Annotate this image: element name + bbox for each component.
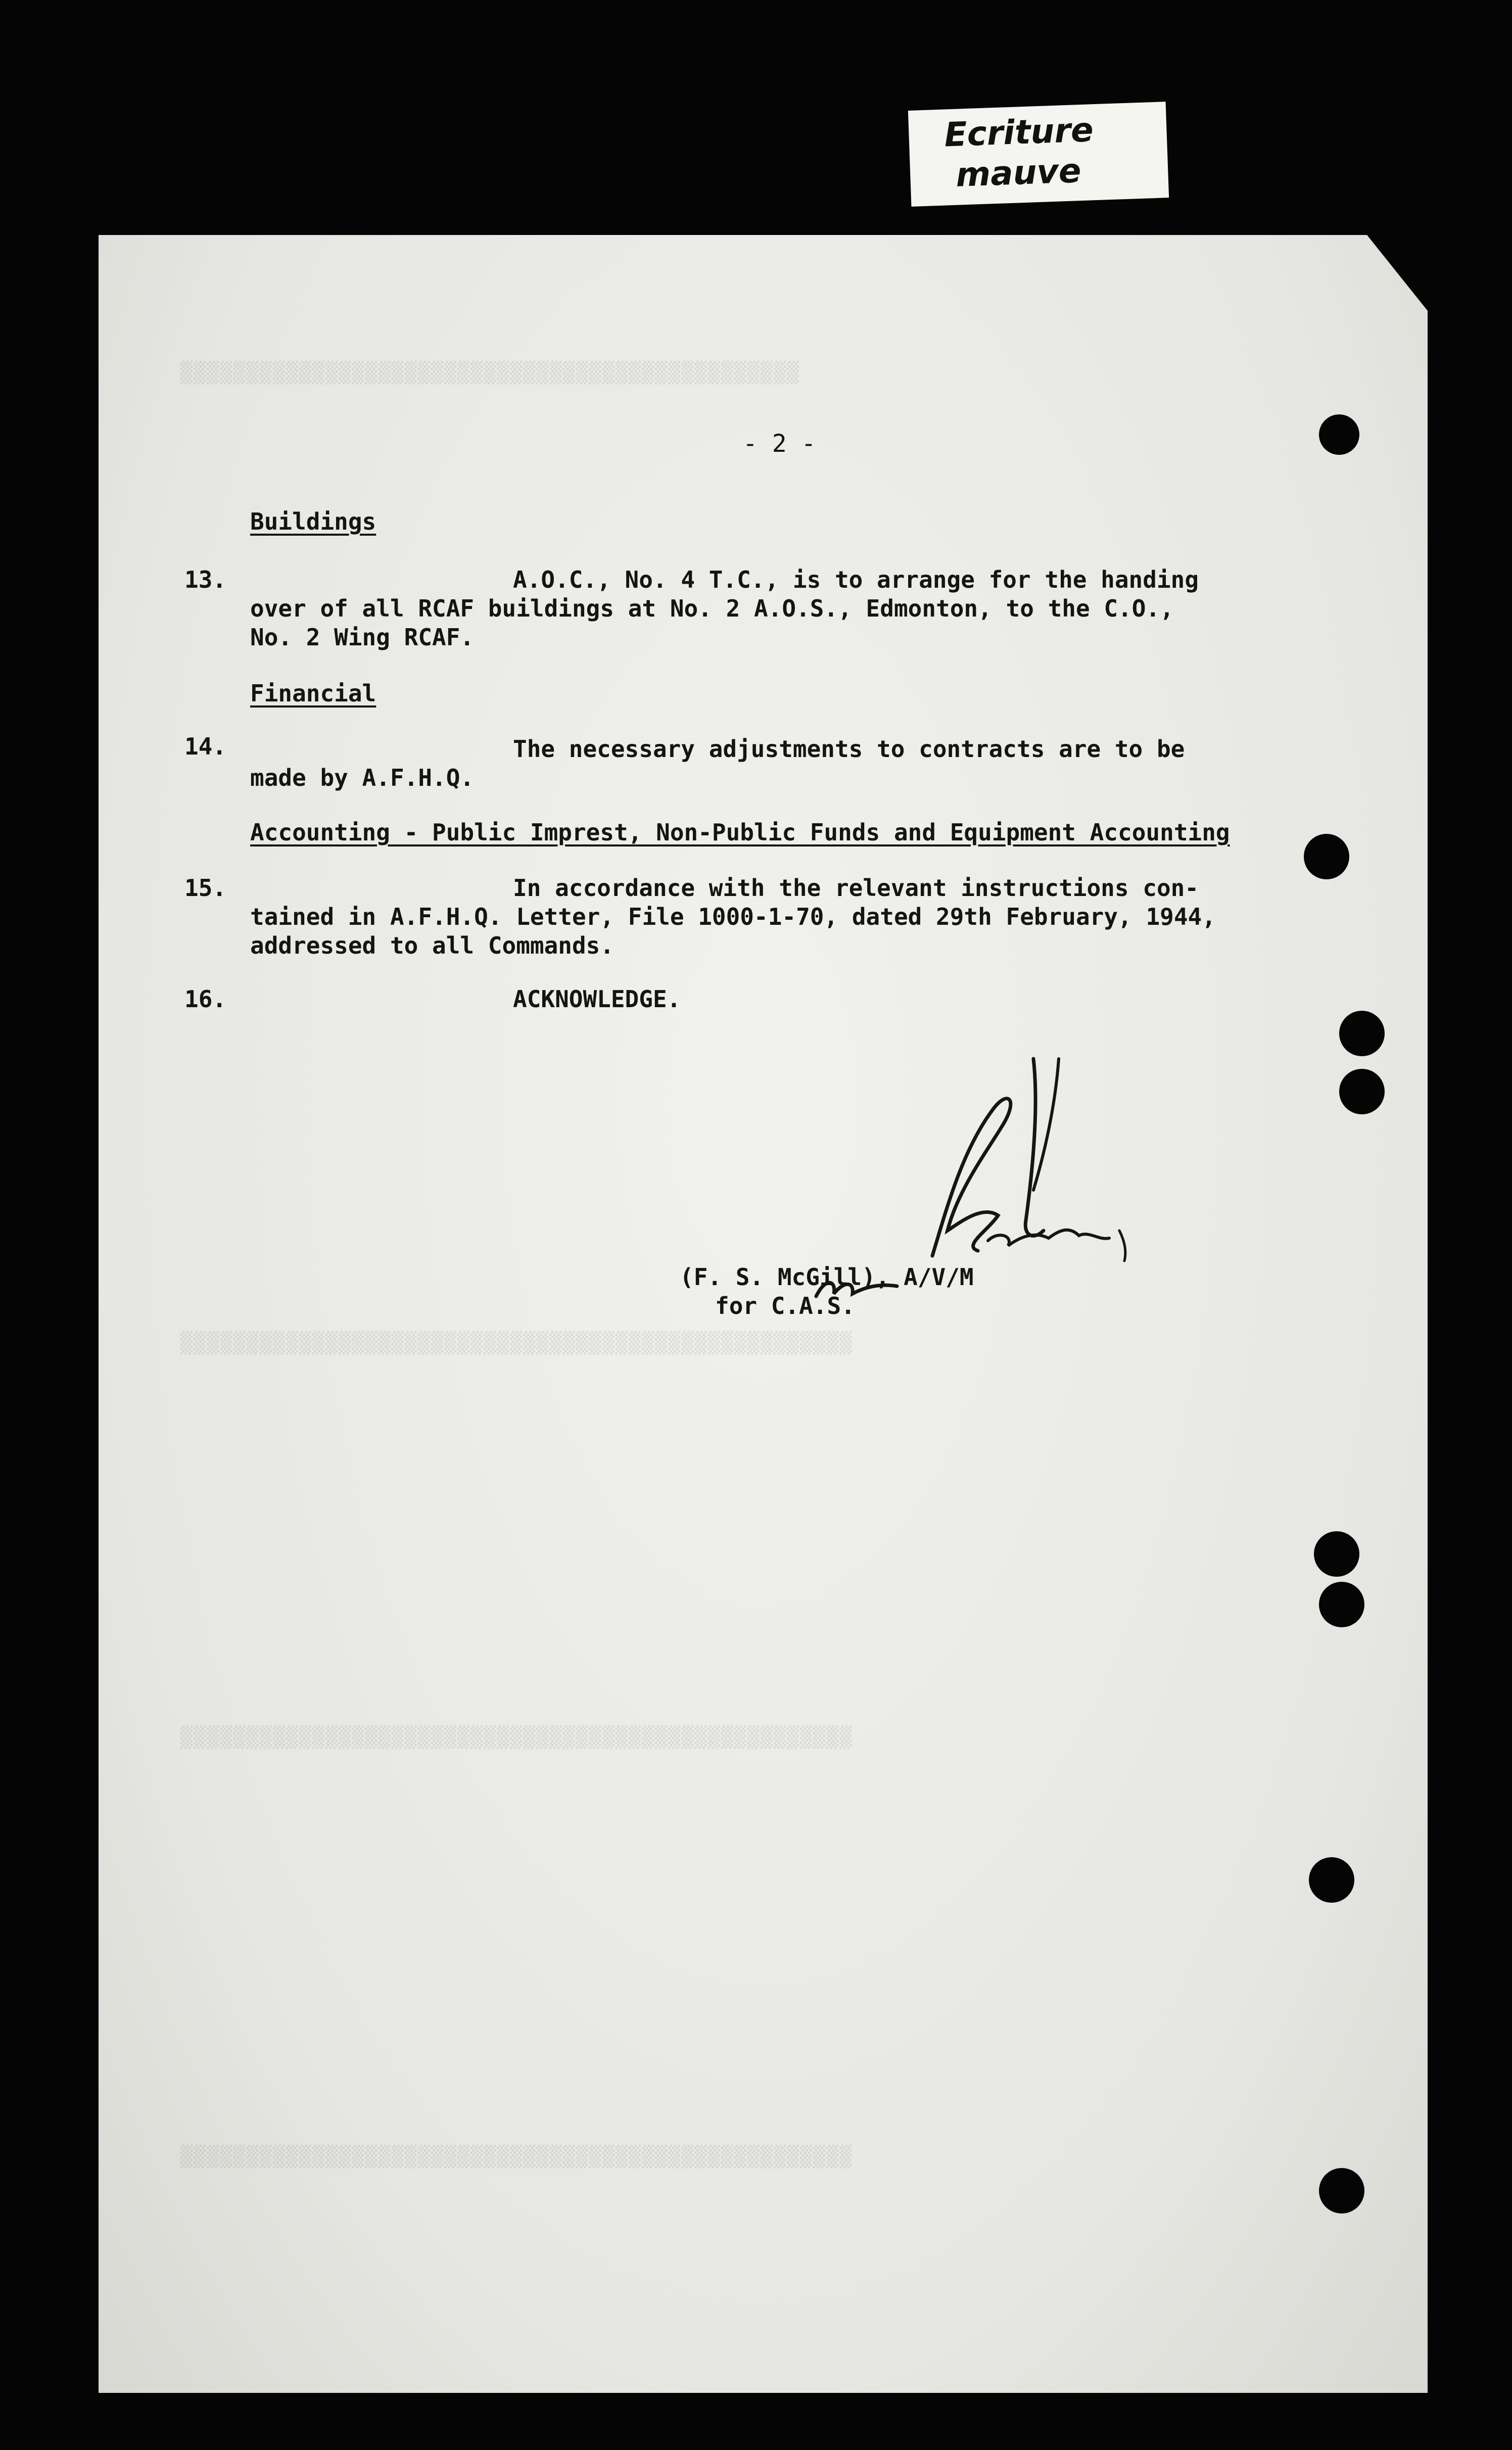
paragraph-15-line: In accordance with the relevant instructions con- bbox=[513, 874, 1199, 902]
paragraph-number-16: 16. bbox=[184, 985, 227, 1013]
paragraph-number-13: 13. bbox=[184, 566, 227, 593]
torn-corner bbox=[1367, 235, 1428, 311]
paragraph-13-line: over of all RCAF buildings at No. 2 A.O.S., Edmonton, to the C.O., bbox=[250, 595, 1174, 622]
acknowledge-text: ACKNOWLEDGE. bbox=[513, 985, 681, 1013]
paragraph-15-line: addressed to all Commands. bbox=[250, 932, 615, 959]
page-number: - 2 - bbox=[743, 430, 816, 458]
archive-label-card bbox=[908, 102, 1169, 207]
paragraph-13-line: A.O.C., No. 4 T.C., is to arrange for the handing bbox=[513, 566, 1199, 593]
bleed-through: ▒▒▒▒▒▒▒▒▒▒▒▒▒▒▒▒▒▒▒▒▒▒▒▒▒▒▒▒▒▒▒▒▒▒▒▒▒▒▒▒▒▒▒▒▒▒▒▒▒▒▒ bbox=[179, 1332, 852, 1355]
punch-hole bbox=[1339, 1069, 1385, 1114]
section-heading-financial: Financial bbox=[250, 680, 376, 707]
bleed-through: ▒▒▒▒▒▒▒▒▒▒▒▒▒▒▒▒▒▒▒▒▒▒▒▒▒▒▒▒▒▒▒▒▒▒▒▒▒▒▒▒▒▒▒▒▒▒▒ bbox=[179, 361, 799, 385]
section-heading-buildings: Buildings bbox=[250, 508, 376, 535]
signatory-for-line: for C.A.S. bbox=[715, 1292, 855, 1320]
paragraph-13-line: No. 2 Wing RCAF. bbox=[250, 624, 475, 651]
paragraph-14-line: made by A.F.H.Q. bbox=[250, 764, 475, 791]
paragraph-15-line: tained in A.F.H.Q. Letter, File 1000-1-70, dated 29th February, 1944, bbox=[250, 903, 1216, 930]
punch-hole bbox=[1319, 2168, 1364, 2213]
paragraph-number-15: 15. bbox=[184, 874, 227, 902]
paragraph-number-14: 14. bbox=[184, 733, 227, 760]
punch-hole bbox=[1314, 1531, 1359, 1577]
bleed-through: ▒▒▒▒▒▒▒▒▒▒▒▒▒▒▒▒▒▒▒▒▒▒▒▒▒▒▒▒▒▒▒▒▒▒▒▒▒▒▒▒▒▒▒▒▒▒▒▒▒▒▒ bbox=[179, 1726, 852, 1749]
document-page bbox=[99, 235, 1428, 2393]
paragraph-14-line: The necessary adjustments to contracts are to be bbox=[513, 735, 1185, 763]
bleed-through: ▒▒▒▒▒▒▒▒▒▒▒▒▒▒▒▒▒▒▒▒▒▒▒▒▒▒▒▒▒▒▒▒▒▒▒▒▒▒▒▒▒▒▒▒▒▒▒▒▒▒▒ bbox=[179, 2145, 852, 2169]
punch-hole bbox=[1309, 1857, 1354, 1903]
punch-hole bbox=[1339, 1011, 1385, 1056]
punch-hole bbox=[1319, 414, 1359, 455]
label-line-2: mauve bbox=[955, 151, 1082, 195]
punch-hole bbox=[1304, 834, 1349, 879]
signatory-name: (F. S. McGill), A/V/M bbox=[680, 1263, 974, 1291]
label-line-1: Ecriture bbox=[943, 110, 1094, 155]
punch-hole bbox=[1319, 1582, 1364, 1627]
section-heading-accounting: Accounting - Public Imprest, Non-Public Funds and Equipment Accounting bbox=[250, 819, 1230, 846]
